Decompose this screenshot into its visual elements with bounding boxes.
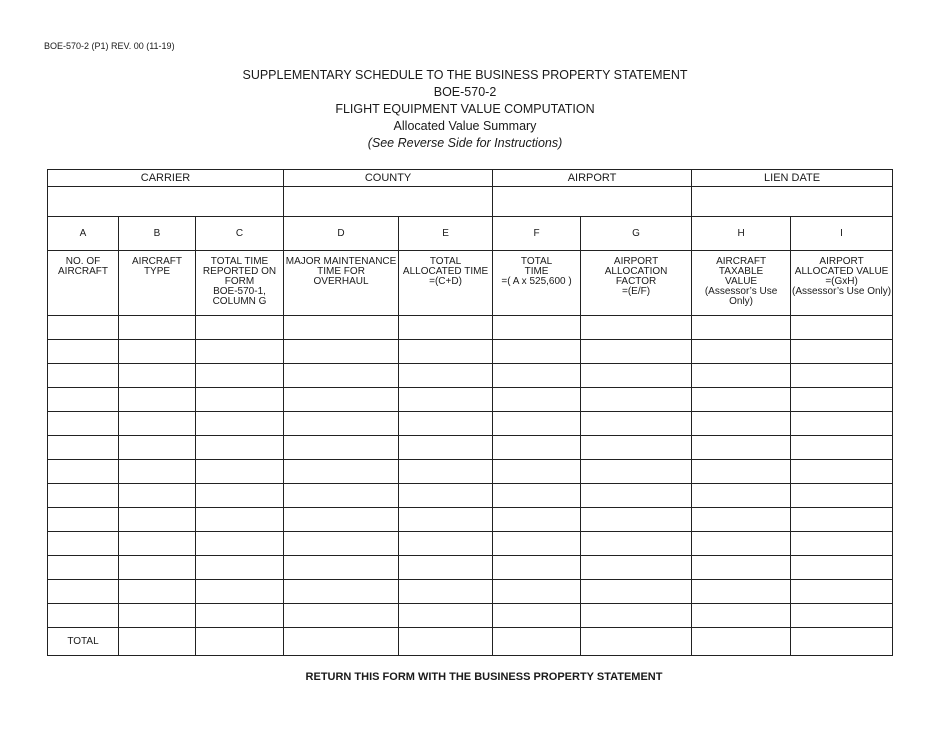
column-letter: A: [48, 217, 119, 251]
entry-cell[interactable]: [399, 436, 493, 460]
entry-cell[interactable]: [196, 484, 284, 508]
column-letter: F: [493, 217, 581, 251]
entry-cell[interactable]: [581, 340, 692, 364]
column-letter: E: [399, 217, 493, 251]
title-line-2: BOE-570-2: [433, 85, 497, 99]
total-cell[interactable]: [791, 628, 893, 656]
entry-cell[interactable]: [48, 508, 119, 532]
column-letter: H: [692, 217, 791, 251]
table-row: [48, 364, 893, 388]
entry-cell[interactable]: [119, 580, 196, 604]
entry-cell[interactable]: [581, 412, 692, 436]
entry-cell[interactable]: [791, 484, 893, 508]
column-header-label: TOTAL ALLOCATED TIME =(C+D): [402, 256, 489, 287]
entry-cell[interactable]: [692, 604, 791, 628]
entry-cell[interactable]: [196, 316, 284, 340]
entry-cell[interactable]: [48, 532, 119, 556]
entry-cell[interactable]: [399, 580, 493, 604]
entry-cell[interactable]: [284, 580, 399, 604]
table-row: [48, 460, 893, 484]
entry-cell[interactable]: [119, 340, 196, 364]
carrier-label: CARRIER: [48, 170, 284, 187]
entry-cell[interactable]: [119, 316, 196, 340]
entry-cell[interactable]: [399, 340, 493, 364]
entry-cell[interactable]: [791, 316, 893, 340]
entry-cell[interactable]: [581, 508, 692, 532]
entry-cell[interactable]: [493, 604, 581, 628]
entry-cell[interactable]: [581, 364, 692, 388]
column-letter: C: [196, 217, 284, 251]
entry-cell[interactable]: [284, 316, 399, 340]
column-letter: B: [119, 217, 196, 251]
entry-cell[interactable]: [399, 316, 493, 340]
entry-cell[interactable]: [493, 388, 581, 412]
table-row: [48, 580, 893, 604]
lien-date-label: LIEN DATE: [692, 170, 893, 187]
column-header: [581, 251, 692, 316]
entry-cell[interactable]: [791, 364, 893, 388]
column-header-label: TOTAL TIME =( A x 525,600 ): [501, 256, 572, 287]
entry-cell[interactable]: [284, 436, 399, 460]
entry-cell[interactable]: [493, 460, 581, 484]
entry-cell[interactable]: [196, 556, 284, 580]
entry-cell[interactable]: [284, 508, 399, 532]
entry-cell[interactable]: [692, 436, 791, 460]
carrier-field[interactable]: [48, 187, 284, 217]
entry-cell[interactable]: [692, 532, 791, 556]
column-header-label: NO. OF AIRCRAFT: [58, 256, 108, 277]
table-row: [48, 556, 893, 580]
entry-cell[interactable]: [196, 412, 284, 436]
column-letter: D: [284, 217, 399, 251]
entry-cell[interactable]: [119, 484, 196, 508]
entry-cell[interactable]: [791, 436, 893, 460]
table-row: [48, 316, 893, 340]
value-computation-table: [47, 169, 893, 656]
entry-cell[interactable]: [196, 532, 284, 556]
total-cell[interactable]: [692, 628, 791, 656]
entry-cell[interactable]: [196, 580, 284, 604]
table-row: [48, 484, 893, 508]
table-row: [48, 436, 893, 460]
entry-cell[interactable]: [791, 580, 893, 604]
column-header: [284, 251, 399, 316]
title-line-3: FLIGHT EQUIPMENT VALUE COMPUTATION: [335, 102, 595, 116]
entry-cell[interactable]: [196, 340, 284, 364]
entry-cell[interactable]: [399, 484, 493, 508]
entry-cell[interactable]: [493, 340, 581, 364]
entry-cell[interactable]: [284, 412, 399, 436]
entry-cell[interactable]: [692, 484, 791, 508]
column-header-label: MAJOR MAINTENANCE TIME FOR OVERHAUL: [285, 256, 397, 287]
entry-cell[interactable]: [493, 508, 581, 532]
entry-cell[interactable]: [791, 388, 893, 412]
entry-cell[interactable]: [791, 340, 893, 364]
table-row: [48, 532, 893, 556]
entry-cell[interactable]: [493, 532, 581, 556]
entry-cell[interactable]: [119, 388, 196, 412]
entry-cell[interactable]: [791, 460, 893, 484]
entry-cell[interactable]: [581, 580, 692, 604]
county-field[interactable]: [284, 187, 493, 217]
entry-cell[interactable]: [493, 436, 581, 460]
title-line-1: SUPPLEMENTARY SCHEDULE TO THE BUSINESS PROPERTY STATEMENT: [242, 68, 688, 82]
entry-cell[interactable]: [196, 364, 284, 388]
entry-cell[interactable]: [399, 532, 493, 556]
entry-cell[interactable]: [284, 604, 399, 628]
entry-cell[interactable]: [196, 508, 284, 532]
entry-cell[interactable]: [791, 556, 893, 580]
entry-cell[interactable]: [399, 556, 493, 580]
column-header: [48, 251, 119, 316]
column-letter: I: [791, 217, 893, 251]
entry-cell[interactable]: [48, 316, 119, 340]
entry-cell[interactable]: [48, 460, 119, 484]
airport-label: AIRPORT: [493, 170, 692, 187]
entry-cell[interactable]: [284, 484, 399, 508]
entry-cell[interactable]: [284, 532, 399, 556]
column-header: [399, 251, 493, 316]
entry-cell[interactable]: [692, 508, 791, 532]
total-row: [48, 628, 893, 656]
entry-cell[interactable]: [48, 364, 119, 388]
entry-cell[interactable]: [119, 556, 196, 580]
entry-cell[interactable]: [284, 460, 399, 484]
entry-cell[interactable]: [399, 508, 493, 532]
entry-cell[interactable]: [493, 484, 581, 508]
entry-cell[interactable]: [119, 436, 196, 460]
entry-cell[interactable]: [581, 316, 692, 340]
entry-cell[interactable]: [399, 364, 493, 388]
column-header-label: TOTAL TIME REPORTED ON FORM BOE-570-1, COLUMN G: [202, 256, 277, 307]
entry-cell[interactable]: [692, 340, 791, 364]
entry-cell[interactable]: [284, 388, 399, 412]
entry-cell[interactable]: [119, 604, 196, 628]
entry-cell[interactable]: [692, 412, 791, 436]
entry-cell[interactable]: [581, 436, 692, 460]
table-row: [48, 412, 893, 436]
title-line-4: Allocated Value Summary: [393, 119, 537, 133]
column-letter: G: [581, 217, 692, 251]
entry-cell[interactable]: [791, 508, 893, 532]
table-row: [48, 604, 893, 628]
column-header: [692, 251, 791, 316]
entry-cell[interactable]: [48, 340, 119, 364]
entry-cell[interactable]: [48, 436, 119, 460]
column-header-label: AIRPORT ALLOCATION FACTOR =(E/F): [604, 256, 668, 297]
title-line-5: (See Reverse Side for Instructions): [367, 136, 563, 150]
entry-cell[interactable]: [692, 388, 791, 412]
total-label: TOTAL: [48, 628, 119, 656]
entry-cell[interactable]: [196, 388, 284, 412]
entry-cell[interactable]: [692, 460, 791, 484]
entry-cell[interactable]: [119, 508, 196, 532]
lien-date-field[interactable]: [692, 187, 893, 217]
entry-cell[interactable]: [284, 556, 399, 580]
entry-cell[interactable]: [581, 388, 692, 412]
entry-cell[interactable]: [399, 604, 493, 628]
entry-cell[interactable]: [119, 460, 196, 484]
entry-cell[interactable]: [48, 580, 119, 604]
airport-field[interactable]: [493, 187, 692, 217]
entry-cell[interactable]: [284, 364, 399, 388]
total-cell[interactable]: [581, 628, 692, 656]
entry-cell[interactable]: [493, 580, 581, 604]
entry-cell[interactable]: [48, 484, 119, 508]
column-header-label: AIRCRAFT TAXABLE VALUE (Assessor’s Use Only): [704, 256, 778, 307]
entry-cell[interactable]: [581, 532, 692, 556]
entry-cell[interactable]: [493, 556, 581, 580]
entry-cell[interactable]: [196, 604, 284, 628]
entry-cell[interactable]: [48, 556, 119, 580]
entry-cell[interactable]: [196, 436, 284, 460]
total-cell[interactable]: [284, 628, 399, 656]
table-row: [48, 508, 893, 532]
entry-cell[interactable]: [791, 604, 893, 628]
total-cell[interactable]: [493, 628, 581, 656]
column-header: [119, 251, 196, 316]
entry-cell[interactable]: [581, 604, 692, 628]
entry-cell[interactable]: [493, 364, 581, 388]
column-header: [196, 251, 284, 316]
entry-cell[interactable]: [493, 316, 581, 340]
column-header-label: AIRPORT ALLOCATED VALUE =(GxH) (Assessor’s Use Only): [792, 256, 892, 297]
entry-cell[interactable]: [692, 316, 791, 340]
entry-cell[interactable]: [119, 364, 196, 388]
entry-cell[interactable]: [791, 532, 893, 556]
entry-cell[interactable]: [581, 484, 692, 508]
entry-cell[interactable]: [48, 412, 119, 436]
entry-cell[interactable]: [399, 388, 493, 412]
entry-cell[interactable]: [48, 388, 119, 412]
entry-cell[interactable]: [692, 364, 791, 388]
entry-cell[interactable]: [399, 412, 493, 436]
entry-cell[interactable]: [399, 460, 493, 484]
entry-cell[interactable]: [692, 580, 791, 604]
table-row: [48, 388, 893, 412]
return-instruction: RETURN THIS FORM WITH THE BUSINESS PROPERTY STATEMENT: [305, 671, 663, 683]
column-header: [791, 251, 893, 316]
total-cell[interactable]: [119, 628, 196, 656]
entry-cell[interactable]: [493, 412, 581, 436]
total-cell[interactable]: [196, 628, 284, 656]
column-header: [493, 251, 581, 316]
entry-cell[interactable]: [581, 556, 692, 580]
table-row: [48, 340, 893, 364]
entry-cell[interactable]: [284, 340, 399, 364]
entry-cell[interactable]: [119, 412, 196, 436]
entry-cell[interactable]: [692, 556, 791, 580]
entry-cell[interactable]: [119, 532, 196, 556]
form-id: BOE-570-2 (P1) REV. 00 (11-19): [44, 41, 175, 51]
entry-cell[interactable]: [48, 604, 119, 628]
column-header-label: AIRCRAFT TYPE: [132, 256, 182, 277]
total-cell[interactable]: [399, 628, 493, 656]
entry-cell[interactable]: [791, 412, 893, 436]
entry-cell[interactable]: [196, 460, 284, 484]
entry-cell[interactable]: [581, 460, 692, 484]
form-title-block: [0, 67, 930, 152]
county-label: COUNTY: [284, 170, 493, 187]
